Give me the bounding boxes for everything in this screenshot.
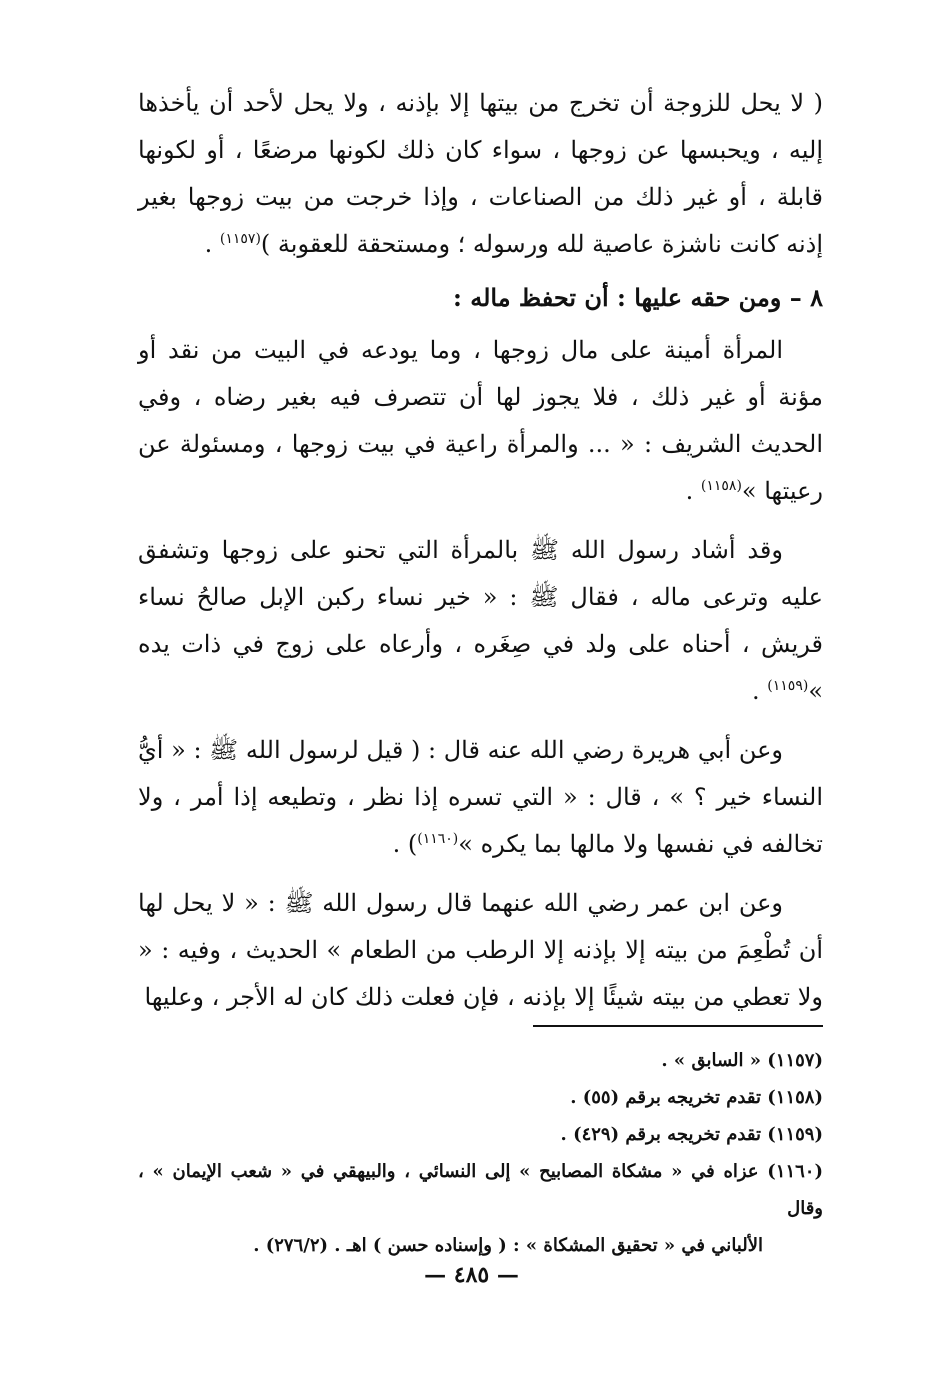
footnote-1160-continued: الألباني في « تحقيق المشكاة » : ( وإسناده حسن ) اهـ . (٢٧٦/٢) .: [253, 1235, 763, 1256]
spacer: [138, 715, 823, 727]
paragraph-3: [138, 527, 823, 715]
footnotes: [138, 1042, 823, 1264]
footnote-ref-1157[interactable]: (١١٥٧): [219, 231, 261, 247]
paragraph-4: [138, 727, 823, 868]
section-heading: ٨ – ومن حقه عليها : أن تحفظ ماله :: [453, 283, 823, 312]
paragraph-1: [138, 80, 823, 268]
footnote-ref-1160[interactable]: (١١٦٠): [417, 831, 459, 847]
footnote-divider: [533, 1025, 823, 1027]
footnote-1160: (١١٦٠) عزاه في « مشكاة المصابيح » إلى النسائي ، والبيهقي في « شعب الإيمان » ، وقال: [138, 1161, 823, 1219]
spacer: [138, 515, 823, 527]
paragraph-1-end: .: [204, 230, 220, 258]
footnote-1157: (١١٥٧) « السابق » .: [661, 1050, 823, 1071]
paragraph-3-end: .: [752, 677, 768, 705]
paragraph-2: [138, 327, 823, 515]
paragraph-5-text: وعن ابن عمر رضي الله عنهما قال رسول الله ﷺ : « لا يحل لها أن تُطْعِمَ من بيته إلا بإذنه إلا الرطب من الطعام » الحديث ، وفيه : « ولا تعطي من بيته شيئًا إلا بإذنه ، فإن فعلت ذلك كان له الأجر ، وعليها: [138, 889, 823, 1011]
paragraph-2-text: المرأة أمينة على مال زوجها ، وما يودعه في البيت من نقد أو مؤنة أو غير ذلك ، فلا يجوز لها أن تتصرف فيه بغير رضاه ، وفي الحديث الشريف : « ... والمرأة راعية في بيت زوجها ، ومسئولة عن رعيتها »: [138, 336, 823, 505]
footnote-ref-1158[interactable]: (١١٥٨): [700, 478, 742, 494]
footnote-1158: (١١٥٨) تقدم تخريجه برقم (٥٥) .: [570, 1087, 823, 1108]
spacer: [138, 868, 823, 880]
main-text: [138, 80, 823, 1021]
paragraph-4-text: وعن أبي هريرة رضي الله عنه قال : ( قيل لرسول الله ﷺ : « أيُّ النساء خير ؟ » ، قال : « التي تسره إذا نظر ، وتطيعه إذا أمر ، ولا تخالفه في نفسها ولا مالها بما يكره »: [138, 736, 823, 858]
footnote-ref-1159[interactable]: (١١٥٩): [767, 678, 809, 694]
page-number: — ٤٨٥ —: [424, 1262, 519, 1288]
paragraph-1-text: ( لا يحل للزوجة أن تخرج من بيتها إلا بإذنه ، ولا يحل لأحد أن يأخذها إليه ، ويحبسها عن زوجها ، سواء كان ذلك لكونها مرضعًا ، أو لكونها قابلة ، أو غير ذلك من الصناعات ، وإذا خرجت من بيت زوجها بغير إذنه كانت ناشزة عاصية لله ورسوله ؛ ومستحقة للعقوبة ): [138, 89, 823, 258]
paragraph-5: [138, 880, 823, 1021]
paragraph-3-text: وقد أشاد رسول الله ﷺ بالمرأة التي تحنو على زوجها وتشفق عليه وترعى ماله ، فقال ﷺ : « خير نساء ركبن الإبل صالحُ نساء قريش ، أحناه على ولد في صِغَره ، وأرعاه على زوج في ذات يده »: [138, 536, 823, 705]
paragraph-4-end: ) .: [392, 830, 418, 858]
paragraph-2-end: .: [685, 477, 701, 505]
footnote-1159: (١١٥٩) تقدم تخريجه برقم (٤٢٩) .: [560, 1124, 823, 1145]
